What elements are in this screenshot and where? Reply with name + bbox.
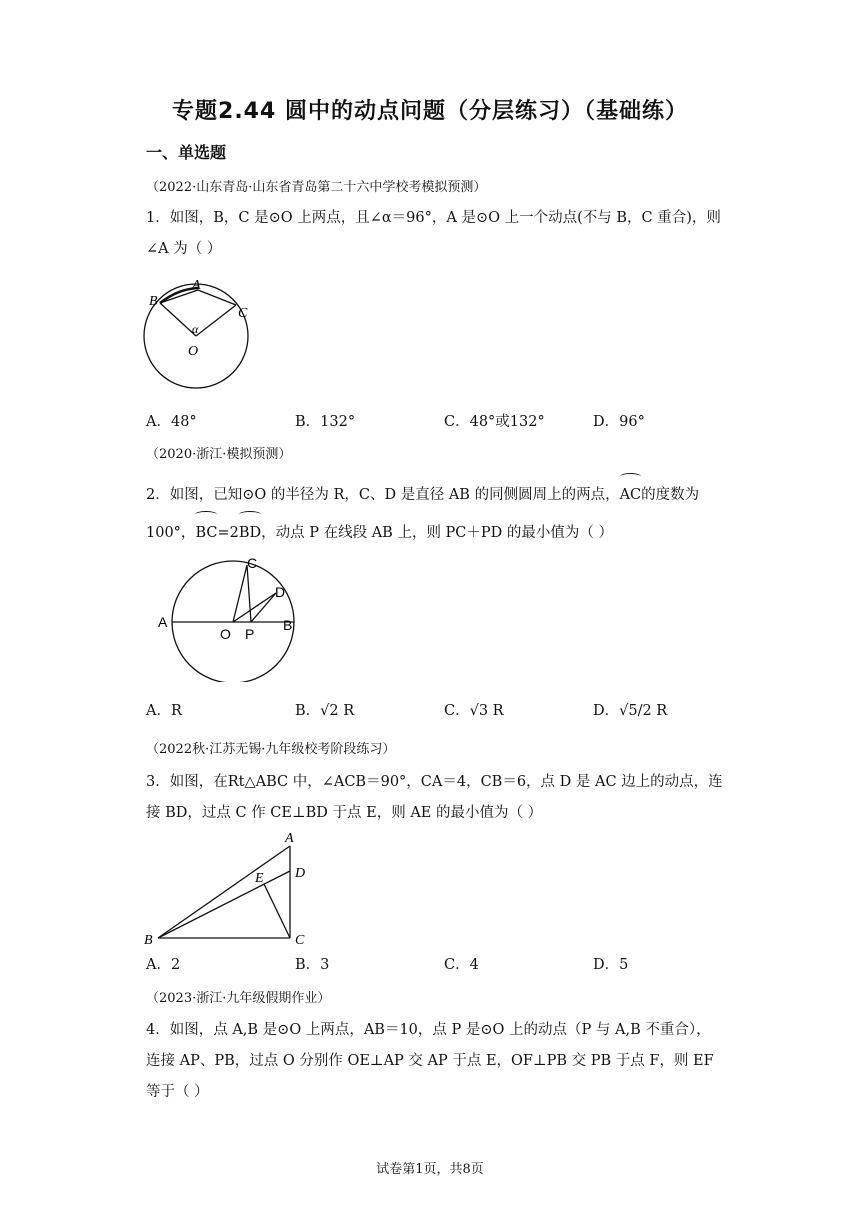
q1-option-a[interactable]: A．48° [146, 414, 197, 430]
q2-options [146, 699, 746, 721]
q1-options [146, 410, 746, 432]
q2-text: 2．如图，已知⊙O 的半径为 R，C、D 是直径 AB 的同侧圆周上的两点，AC的度数为100°，BC=2BD，动点 P 在线段 AB 上，则 PC＋PD 的最小值为（ ） [146, 476, 724, 552]
arc-bc: BC [195, 514, 217, 552]
q4-source: （2023·浙江·九年级假期作业） [146, 991, 331, 1006]
q1-label-b: B [149, 294, 158, 309]
q3-option-d[interactable]: D．5 [593, 957, 629, 973]
q3-figure [140, 826, 320, 948]
q3-label-d: D [295, 866, 306, 881]
q1-text: 1．如图，B，C 是⊙O 上两点，且∠α＝96°，A 是⊙O 上一个动点(不与 B，C 重合)，则∠A 为（ ） [146, 210, 721, 257]
q3-source: （2022秋·江苏无锡·九年级校考阶段练习） [146, 742, 396, 757]
q2-option-b[interactable]: B．√2 R [295, 703, 355, 719]
q3-label-c: C [295, 933, 305, 948]
q3-label-e: E [255, 871, 264, 886]
q2-label-d: D [275, 584, 286, 600]
page-footer: 试卷第1页，共8页 [376, 1162, 484, 1177]
q2-figure [140, 552, 310, 682]
page-title: 专题2.44 圆中的动点问题（分层练习）（基础练） [172, 99, 688, 124]
arc-ac: AC [620, 476, 642, 514]
q3-text: 3．如图，在Rt△ABC 中，∠ACB＝90°，CA＝4，CB＝6，点 D 是 AC 边上的动点，连接 BD，过点 C 作 CE⊥BD 于点 E，则 AE 的最小值为（ ） [146, 774, 723, 821]
q1-option-d[interactable]: D．96° [593, 414, 645, 430]
q1-option-b[interactable]: B．132° [295, 414, 356, 430]
q3-option-a[interactable]: A．2 [146, 957, 181, 973]
q3-options [146, 953, 746, 975]
q2-label-p: P [245, 626, 255, 642]
q3-label-b: B [144, 933, 153, 948]
q2-option-d[interactable]: D．√5/2 R [593, 703, 668, 719]
q2-option-a[interactable]: A．R [146, 703, 182, 719]
q4-text: 4．如图，点 A,B 是⊙O 上两点，AB＝10，点 P 是⊙O 上的动点（P 与 A,B 不重合），连接 AP、PB，过点 O 分别作 OE⊥AP 交 AP 于点 E，OF⊥PB 交 PB 于点 F，则 EF 等于（ ） [146, 1022, 714, 1100]
q1-label-a: A [192, 278, 201, 293]
q2-label-o: O [220, 626, 231, 642]
q1-label-alpha: α [192, 322, 199, 336]
q2-label-c: C [247, 555, 258, 571]
q2-source: （2020·浙江·模拟预测） [146, 447, 292, 462]
q1-figure [140, 275, 270, 395]
q1-label-o: O [188, 344, 199, 359]
section-heading: 一、单选题 [146, 143, 227, 162]
q1-label-c: C [238, 306, 248, 321]
q2-label-a: A [158, 614, 168, 630]
q2-option-c[interactable]: C．√3 R [444, 703, 504, 719]
q1-source: （2022·山东青岛·山东省青岛第二十六中学校考模拟预测） [146, 180, 487, 195]
q1-option-c[interactable]: C．48°或132° [444, 414, 545, 430]
q3-option-c[interactable]: C．4 [444, 957, 479, 973]
q2-label-b: B [283, 617, 293, 633]
q3-label-a: A [285, 831, 294, 846]
q3-option-b[interactable]: B．3 [295, 957, 330, 973]
arc-bd: BD [239, 514, 261, 552]
